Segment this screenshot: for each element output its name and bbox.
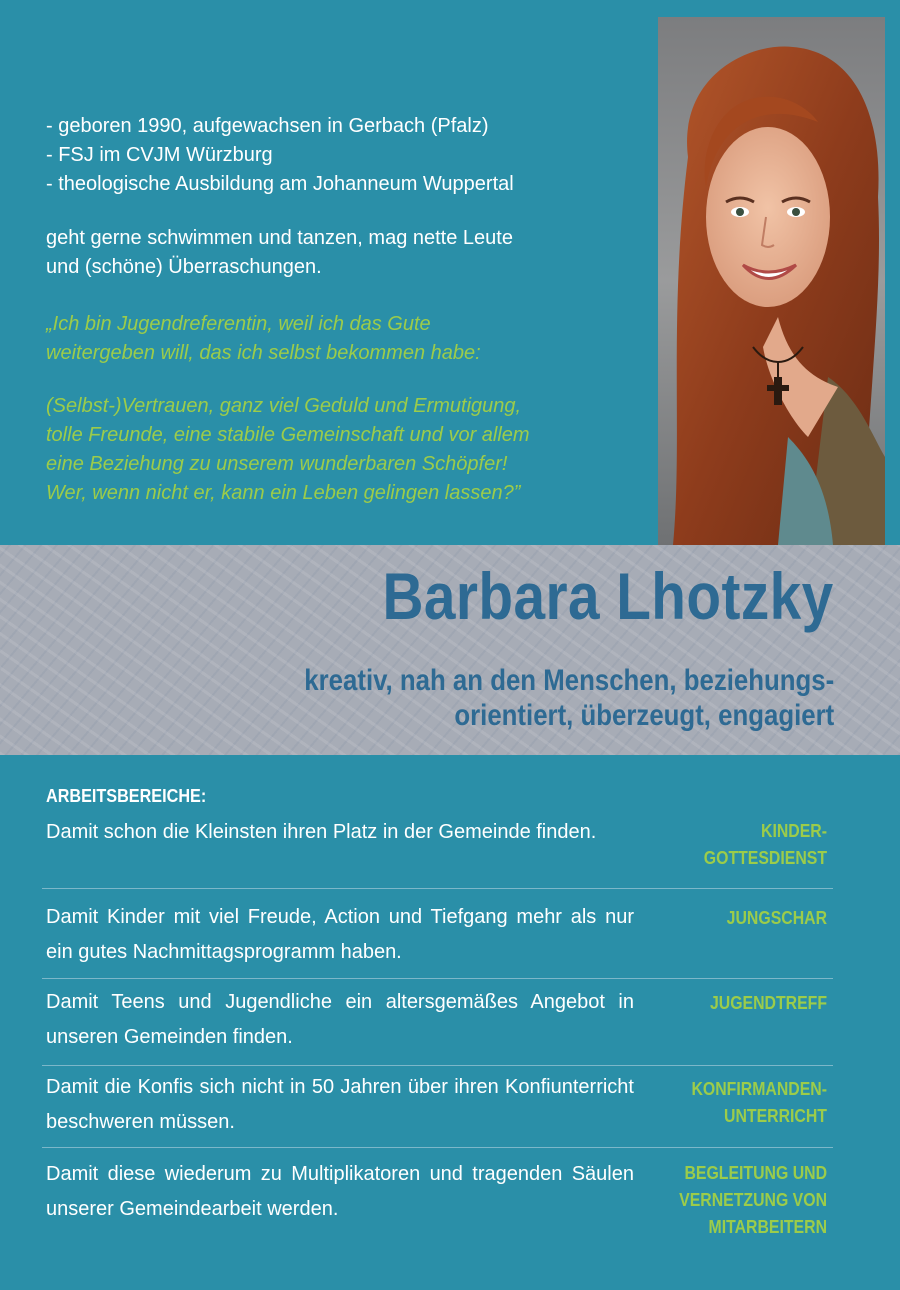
row-divider bbox=[42, 1065, 833, 1066]
row-divider bbox=[42, 888, 833, 889]
work-area-label bbox=[704, 818, 827, 872]
work-area-label-line: JUNGSCHAR bbox=[726, 908, 827, 928]
work-area-label-line: UNTERRICHT bbox=[724, 1106, 827, 1126]
work-area-label-line: JUGENDTREFF bbox=[709, 993, 827, 1013]
row-divider bbox=[42, 1147, 833, 1148]
hobbies-line: und (schöne) Überraschungen. bbox=[46, 256, 322, 278]
quote-paragraph bbox=[46, 310, 646, 368]
quote-line: weitergeben will, das ich selbst bekommen habe: bbox=[46, 342, 481, 364]
quote-line: (Selbst-)Vertrauen, ganz viel Geduld und Ermutigung, bbox=[46, 395, 522, 417]
work-area-description: Damit Kinder mit viel Freude, Action und Tiefgang mehr als nur ein gutes Nachmittagsprogramm haben. bbox=[46, 906, 634, 963]
work-area-description: Damit Teens und Jugendliche ein altersgemäßes Angebot in unseren Gemeinden finden. bbox=[46, 991, 634, 1048]
bio-list bbox=[46, 112, 646, 199]
quote-line: tolle Freunde, eine stabile Gemeinschaft und vor allem bbox=[46, 424, 530, 446]
bio-item: - FSJ im CVJM Würzburg bbox=[46, 144, 273, 166]
tagline-line: orientiert, überzeugt, engagiert bbox=[454, 699, 834, 732]
work-area-description: Damit diese wiederum zu Multiplikatoren und tragenden Säulen unserer Gemeindearbeit werden. bbox=[46, 1163, 634, 1220]
tagline bbox=[304, 663, 834, 733]
bio-item: - theologische Ausbildung am Johanneum Wuppertal bbox=[46, 173, 514, 195]
work-area-label-line: KONFIRMANDEN- bbox=[691, 1079, 827, 1099]
tagline-line: kreativ, nah an den Menschen, beziehungs- bbox=[304, 664, 834, 697]
work-area-label bbox=[710, 990, 827, 1017]
work-area-description: Damit die Konfis sich nicht in 50 Jahren über ihren Konfiunterricht beschweren müssen. bbox=[46, 1076, 634, 1133]
row-divider bbox=[42, 978, 833, 979]
hobbies-line: geht gerne schwimmen und tanzen, mag nette Leute bbox=[46, 227, 513, 249]
work-areas-heading: ARBEITSBEREICHE: bbox=[46, 786, 207, 806]
work-area-label-line: KINDER- bbox=[761, 821, 827, 841]
quote-line: Wer, wenn nicht er, kann ein Leben gelingen lassen?” bbox=[46, 482, 521, 504]
quote-block bbox=[46, 310, 646, 532]
work-area-label bbox=[679, 1160, 827, 1241]
portrait-illustration bbox=[658, 17, 885, 545]
person-name: Barbara Lhotzky bbox=[382, 559, 834, 633]
work-area-label-line: VERNETZUNG VON bbox=[679, 1190, 827, 1210]
work-area-label-line: BEGLEITUNG UND bbox=[684, 1163, 827, 1183]
work-area-label bbox=[727, 905, 827, 932]
portrait-photo bbox=[658, 17, 885, 545]
work-area-label-line: GOTTESDIENST bbox=[703, 848, 827, 868]
hobbies-text bbox=[46, 224, 646, 282]
work-area-description: Damit schon die Kleinsten ihren Platz in der Gemeinde finden. bbox=[46, 821, 597, 843]
quote-line: „Ich bin Jugendreferentin, weil ich das Gute bbox=[46, 313, 431, 335]
work-area-label bbox=[691, 1076, 827, 1130]
work-area-label-line: MITARBEITERN bbox=[708, 1217, 827, 1237]
bio-item: - geboren 1990, aufgewachsen in Gerbach (Pfalz) bbox=[46, 115, 489, 137]
quote-line: eine Beziehung zu unserem wunderbaren Schöpfer! bbox=[46, 453, 508, 475]
quote-paragraph bbox=[46, 392, 646, 508]
